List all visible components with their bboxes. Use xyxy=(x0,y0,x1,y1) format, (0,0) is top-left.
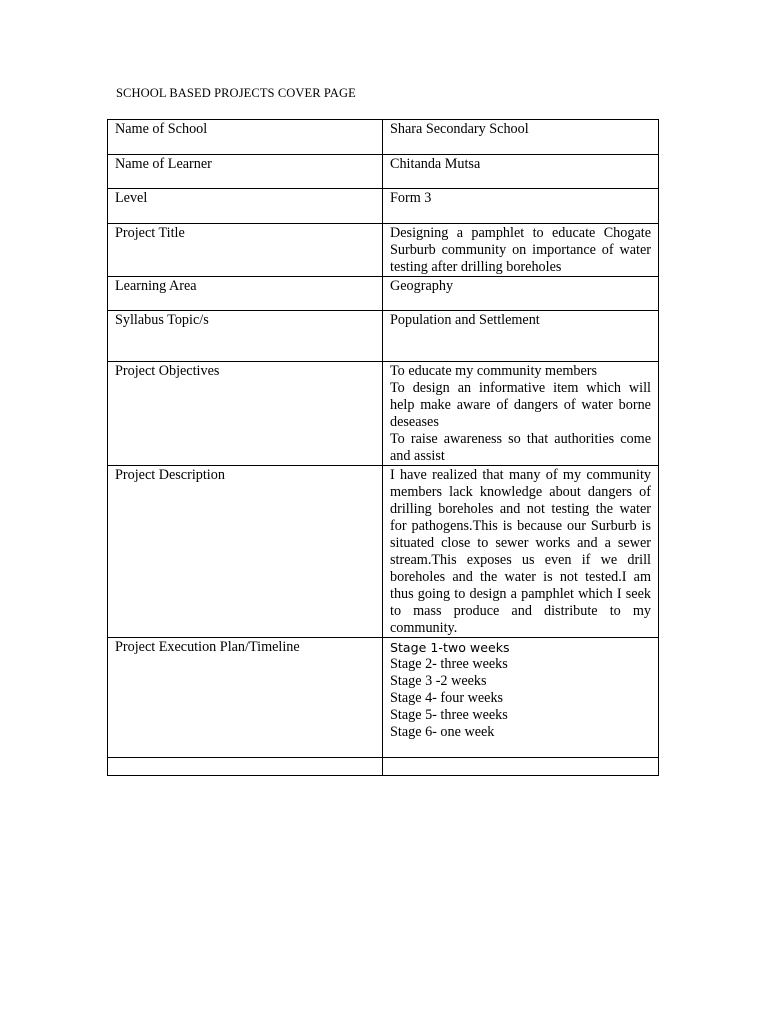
timeline-stage: Stage 2- three weeks xyxy=(390,656,508,672)
timeline-stage: Stage 3 -2 weeks xyxy=(390,673,487,689)
table-row-name-of-learner xyxy=(108,155,659,189)
timeline-stage: Stage 5- three weeks xyxy=(390,707,508,723)
row-value xyxy=(383,638,659,758)
objective-item: To educate my community members xyxy=(390,363,598,379)
table-row-empty xyxy=(108,758,659,776)
row-value: Chitanda Mutsa xyxy=(383,155,659,189)
row-value: Population and Settlement xyxy=(383,311,659,362)
table-row-syllabus-topics xyxy=(108,311,659,362)
table-row-project-title xyxy=(108,224,659,277)
page-title: SCHOOL BASED PROJECTS COVER PAGE xyxy=(116,86,356,100)
row-label: Learning Area xyxy=(108,277,383,311)
table-row-learning-area xyxy=(108,277,659,311)
objective-item: To design an informative item which will help make aware of dangers of water borne deseases xyxy=(390,380,651,430)
cover-page-table xyxy=(107,119,659,776)
objective-item: To raise awareness so that authorities come and assist xyxy=(390,431,651,464)
table-row-level xyxy=(108,189,659,224)
timeline-stage: Stage 4- four weeks xyxy=(390,690,504,706)
row-label xyxy=(108,758,383,776)
timeline-stage: Stage 1-two weeks xyxy=(390,640,510,655)
row-label: Level xyxy=(108,189,383,224)
row-value xyxy=(383,362,659,466)
row-label: Syllabus Topic/s xyxy=(108,311,383,362)
row-label: Project Title xyxy=(108,224,383,277)
row-label: Project Objectives xyxy=(108,362,383,466)
timeline-stage: Stage 6- one week xyxy=(390,724,495,740)
row-label: Project Execution Plan/Timeline xyxy=(108,638,383,758)
table-row-project-description xyxy=(108,466,659,638)
row-value xyxy=(383,758,659,776)
row-label: Name of School xyxy=(108,120,383,155)
table-row-project-execution-plan xyxy=(108,638,659,758)
table-row-project-objectives xyxy=(108,362,659,466)
row-value: Geography xyxy=(383,277,659,311)
row-value: I have realized that many of my community members lack knowledge about dangers of drilling boreholes and not testing the water for pathogens.This is because our Surburb is situated close to sewer works and a sewer stream.This exposes us even if we drill boreholes and the water is not tested.I am thus going to design a pamphlet which I seek to mass produce and distribute to my community. xyxy=(383,466,659,638)
row-value: Shara Secondary School xyxy=(383,120,659,155)
table-row-name-of-school xyxy=(108,120,659,155)
row-value: Designing a pamphlet to educate Chogate Surburb community on importance of water testing after drilling boreholes xyxy=(383,224,659,277)
row-value: Form 3 xyxy=(383,189,659,224)
row-label: Project Description xyxy=(108,466,383,638)
row-label: Name of Learner xyxy=(108,155,383,189)
